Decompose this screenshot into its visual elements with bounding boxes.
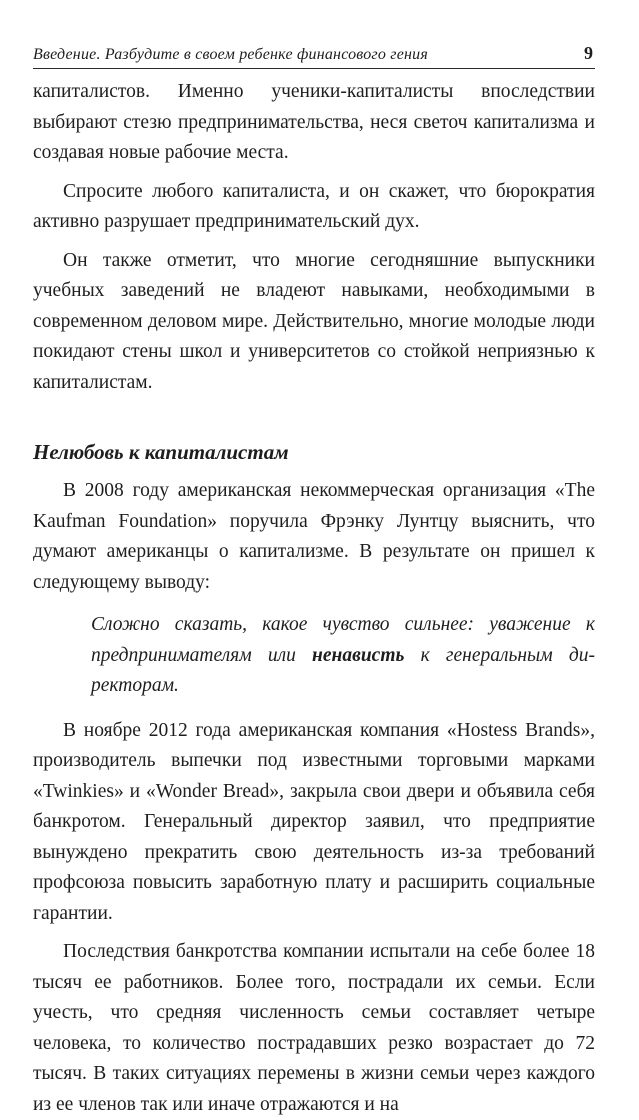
paragraph-4: В 2008 году американская некоммерческая организация «The Kaufman Foundation» поручила Фрэнку Лунтцу выяснить, что думают американцы о капитализме. В результате он пришел к следующему выводу: <box>33 480 595 593</box>
paragraph-2: Спросите любого капиталиста, и он скажет, что бюрократия активно разрушает предпринимательский дух. <box>33 180 595 232</box>
running-title: Введение. Разбудите в своем ребенке финансового гения <box>33 46 428 63</box>
page-body <box>33 77 595 1120</box>
block-quote <box>33 610 595 702</box>
paragraph-6: Последствия банкротства компании испытали на себе более 18 тысяч ее работников. Более того, пострадали их семьи. Если учесть, что средняя численность семьи составляет четыре человека, то количество пострадавших резко возрастает до 72 тысяч. В таких ситуациях перемены в жизни семьи через каждого из ее членов так или иначе отражаются и на <box>33 941 595 1115</box>
section-heading: Нелюбовь к капиталистам <box>33 440 289 464</box>
paragraph-5: В ноябре 2012 года американская компания «Hostess Brands», производитель выпечки под известными торговыми марками «Twinkies» и «Wonder Bread», закрыла свои двери и объявила себя банкротом. Генеральный директор заявил, что предприятие вынуждено прекратить свою деятельность из-за требований профсоюза повысить заработную плату и расширить социальные гарантии. <box>33 719 595 924</box>
quote-emphasis: ненависть <box>312 644 405 666</box>
running-header <box>33 38 595 69</box>
quote-text-end: к генеральным директорам. <box>91 644 595 696</box>
paragraph-1: капиталистов. Именно ученики-капиталисты впоследствии выбирают стезю предпринимательства, неся светоч капитализма и создавая новые рабочие места. <box>33 81 595 163</box>
paragraph-3: Он также отметит, что многие сегодняшние выпускники учебных заведений не владеют навыками, необходимыми в современном деловом мире. Действительно, многие молодые люди покидают стены школ и университетов со стойкой неприязнью к капиталистам. <box>33 249 595 393</box>
quote-text-start: Сложно сказать, какое чувство сильнее: уважение к предпринимателям или <box>91 614 595 666</box>
page-number: 9 <box>584 43 593 63</box>
